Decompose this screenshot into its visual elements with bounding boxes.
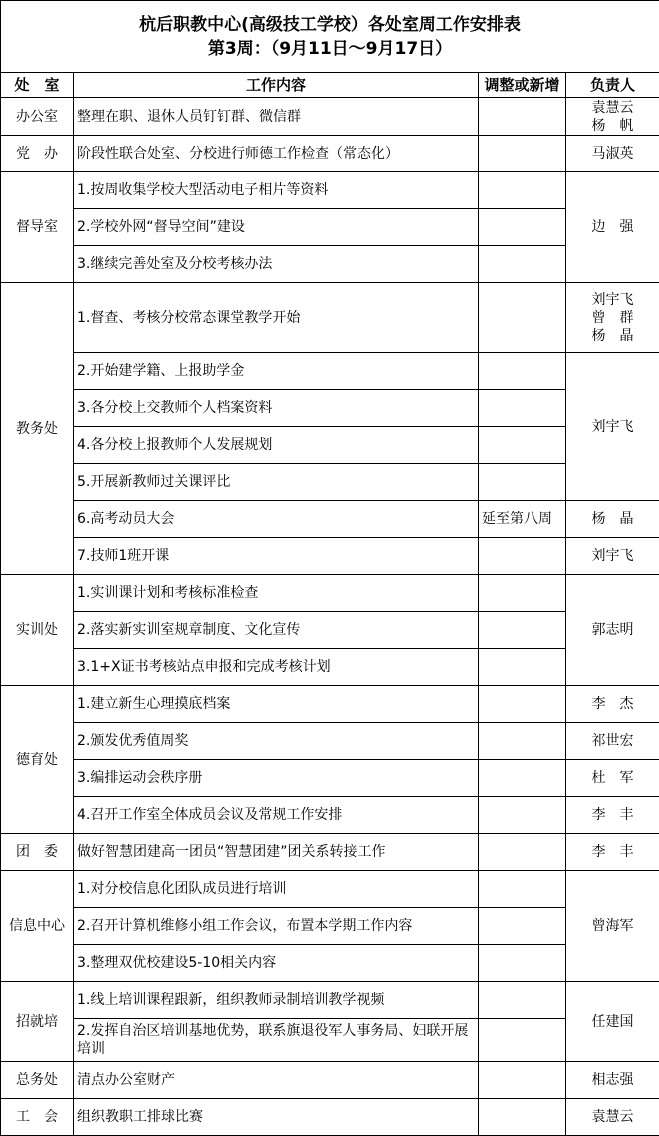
table-row bbox=[1, 1099, 659, 1136]
dept-cell: 总务处 bbox=[1, 1062, 74, 1099]
adjust-cell bbox=[479, 871, 566, 908]
adjust-cell: 延至第八周 bbox=[479, 501, 566, 538]
header-adjust: 调整或新增 bbox=[479, 73, 566, 98]
task-cell: 1.按周收集学校大型活动电子相片等资料 bbox=[74, 172, 479, 209]
dept-cell: 教务处 bbox=[1, 283, 74, 575]
owner-cell: 李 丰 bbox=[566, 834, 659, 871]
table-row bbox=[1, 209, 659, 246]
task-cell: 3.整理双优校建设5-10相关内容 bbox=[74, 945, 479, 982]
adjust-cell bbox=[479, 1019, 566, 1062]
adjust-cell bbox=[479, 390, 566, 427]
task-cell: 5.开展新教师过关课评比 bbox=[74, 464, 479, 501]
task-cell: 3.继续完善处室及分校考核办法 bbox=[74, 246, 479, 283]
adjust-cell bbox=[479, 612, 566, 649]
dept-cell: 督导室 bbox=[1, 172, 74, 283]
owner-cell: 曾海军 bbox=[566, 871, 659, 982]
owner-cell: 刘宇飞 曾 群 杨 晶 bbox=[566, 283, 659, 353]
table-row bbox=[1, 982, 659, 1019]
task-cell: 2.开始建学籍、上报助学金 bbox=[74, 353, 479, 390]
owner-cell: 郭志明 bbox=[566, 575, 659, 686]
owner-cell: 任建国 bbox=[566, 982, 659, 1062]
adjust-cell bbox=[479, 283, 566, 353]
dept-cell: 信息中心 bbox=[1, 871, 74, 982]
task-cell: 清点办公室财产 bbox=[74, 1062, 479, 1099]
dept-cell: 实训处 bbox=[1, 575, 74, 686]
task-cell: 整理在职、退休人员钉钉群、微信群 bbox=[74, 98, 479, 136]
task-cell: 1.实训课计划和考核标准检查 bbox=[74, 575, 479, 612]
table-row bbox=[1, 246, 659, 283]
dept-cell: 办公室 bbox=[1, 98, 74, 136]
owner-cell: 袁慧云 杨 帆 bbox=[566, 98, 659, 136]
table-row bbox=[1, 172, 659, 209]
table-title bbox=[1, 1, 659, 73]
header-owner: 负责人 bbox=[566, 73, 659, 98]
table-row bbox=[1, 427, 659, 464]
adjust-cell bbox=[479, 1062, 566, 1099]
adjust-cell bbox=[479, 982, 566, 1019]
table-row bbox=[1, 283, 659, 353]
task-cell: 1.督查、考核分校常态课堂教学开始 bbox=[74, 283, 479, 353]
table-row bbox=[1, 797, 659, 834]
adjust-cell bbox=[479, 1099, 566, 1136]
table-row bbox=[1, 871, 659, 908]
table-row bbox=[1, 834, 659, 871]
table-row bbox=[1, 98, 659, 136]
adjust-cell bbox=[479, 723, 566, 760]
task-cell: 3.各分校上交教师个人档案资料 bbox=[74, 390, 479, 427]
task-cell: 3.编排运动会秩序册 bbox=[74, 760, 479, 797]
owner-cell: 相志强 bbox=[566, 1062, 659, 1099]
task-cell: 阶段性联合处室、分校进行师德工作检查（常态化） bbox=[74, 136, 479, 172]
adjust-cell bbox=[479, 908, 566, 945]
task-cell: 1.建立新生心理摸底档案 bbox=[74, 686, 479, 723]
owner-cell: 刘宇飞 bbox=[566, 538, 659, 575]
adjust-cell bbox=[479, 797, 566, 834]
table-row bbox=[1, 945, 659, 982]
owner-cell: 祁世宏 bbox=[566, 723, 659, 760]
table-row bbox=[1, 136, 659, 172]
table-row bbox=[1, 353, 659, 390]
adjust-cell bbox=[479, 538, 566, 575]
task-cell: 2.学校外网“督导空间”建设 bbox=[74, 209, 479, 246]
task-cell: 3.1+X证书考核站点申报和完成考核计划 bbox=[74, 649, 479, 686]
owner-cell: 李 丰 bbox=[566, 797, 659, 834]
owner-cell: 杨 晶 bbox=[566, 501, 659, 538]
task-cell: 2.颁发优秀值周奖 bbox=[74, 723, 479, 760]
title-line-2: 第3周：（9月11日～9月17日） bbox=[1, 37, 659, 61]
table-row bbox=[1, 1062, 659, 1099]
owner-cell: 袁慧云 bbox=[566, 1099, 659, 1136]
table-row bbox=[1, 649, 659, 686]
adjust-cell bbox=[479, 353, 566, 390]
task-cell: 4.各分校上报教师个人发展规划 bbox=[74, 427, 479, 464]
table-row bbox=[1, 723, 659, 760]
task-cell: 4.召开工作室全体成员会议及常规工作安排 bbox=[74, 797, 479, 834]
dept-cell: 党 办 bbox=[1, 136, 74, 172]
owner-cell: 马淑英 bbox=[566, 136, 659, 172]
task-cell: 做好智慧团建高一团员“智慧团建”团关系转接工作 bbox=[74, 834, 479, 871]
adjust-cell bbox=[479, 649, 566, 686]
table-row bbox=[1, 686, 659, 723]
adjust-cell bbox=[479, 945, 566, 982]
task-cell: 1.对分校信息化团队成员进行培训 bbox=[74, 871, 479, 908]
task-cell: 7.技师1班开课 bbox=[74, 538, 479, 575]
dept-cell: 团 委 bbox=[1, 834, 74, 871]
task-cell: 6.高考动员大会 bbox=[74, 501, 479, 538]
owner-cell: 边 强 bbox=[566, 172, 659, 283]
adjust-cell bbox=[479, 575, 566, 612]
adjust-cell bbox=[479, 209, 566, 246]
adjust-cell bbox=[479, 246, 566, 283]
table-row bbox=[1, 464, 659, 501]
header-dept: 处 室 bbox=[1, 73, 74, 98]
table-row bbox=[1, 390, 659, 427]
dept-cell: 德育处 bbox=[1, 686, 74, 834]
owner-cell: 李 杰 bbox=[566, 686, 659, 723]
adjust-cell bbox=[479, 98, 566, 136]
task-cell: 组织教职工排球比赛 bbox=[74, 1099, 479, 1136]
owner-cell: 杜 军 bbox=[566, 760, 659, 797]
table-row bbox=[1, 538, 659, 575]
task-cell: 2.发挥自治区培训基地优势，联系旗退役军人事务局、妇联开展培训 bbox=[74, 1019, 479, 1062]
table-row bbox=[1, 501, 659, 538]
table-row bbox=[1, 612, 659, 649]
adjust-cell bbox=[479, 427, 566, 464]
adjust-cell bbox=[479, 136, 566, 172]
table-row bbox=[1, 760, 659, 797]
adjust-cell bbox=[479, 760, 566, 797]
owner-cell: 刘宇飞 bbox=[566, 353, 659, 501]
adjust-cell bbox=[479, 834, 566, 871]
adjust-cell bbox=[479, 686, 566, 723]
title-line-1: 杭后职教中心(高级技工学校）各处室周工作安排表 bbox=[1, 13, 659, 37]
table-row bbox=[1, 908, 659, 945]
task-cell: 1.线上培训课程跟新，组织教师录制培训教学视频 bbox=[74, 982, 479, 1019]
table-row bbox=[1, 1019, 659, 1062]
adjust-cell bbox=[479, 172, 566, 209]
task-cell: 2.落实新实训室规章制度、文化宣传 bbox=[74, 612, 479, 649]
table-row bbox=[1, 575, 659, 612]
task-cell: 2.召开计算机维修小组工作会议，布置本学期工作内容 bbox=[74, 908, 479, 945]
adjust-cell bbox=[479, 464, 566, 501]
header-content: 工作内容 bbox=[74, 73, 479, 98]
dept-cell: 招就培 bbox=[1, 982, 74, 1062]
dept-cell: 工 会 bbox=[1, 1099, 74, 1136]
